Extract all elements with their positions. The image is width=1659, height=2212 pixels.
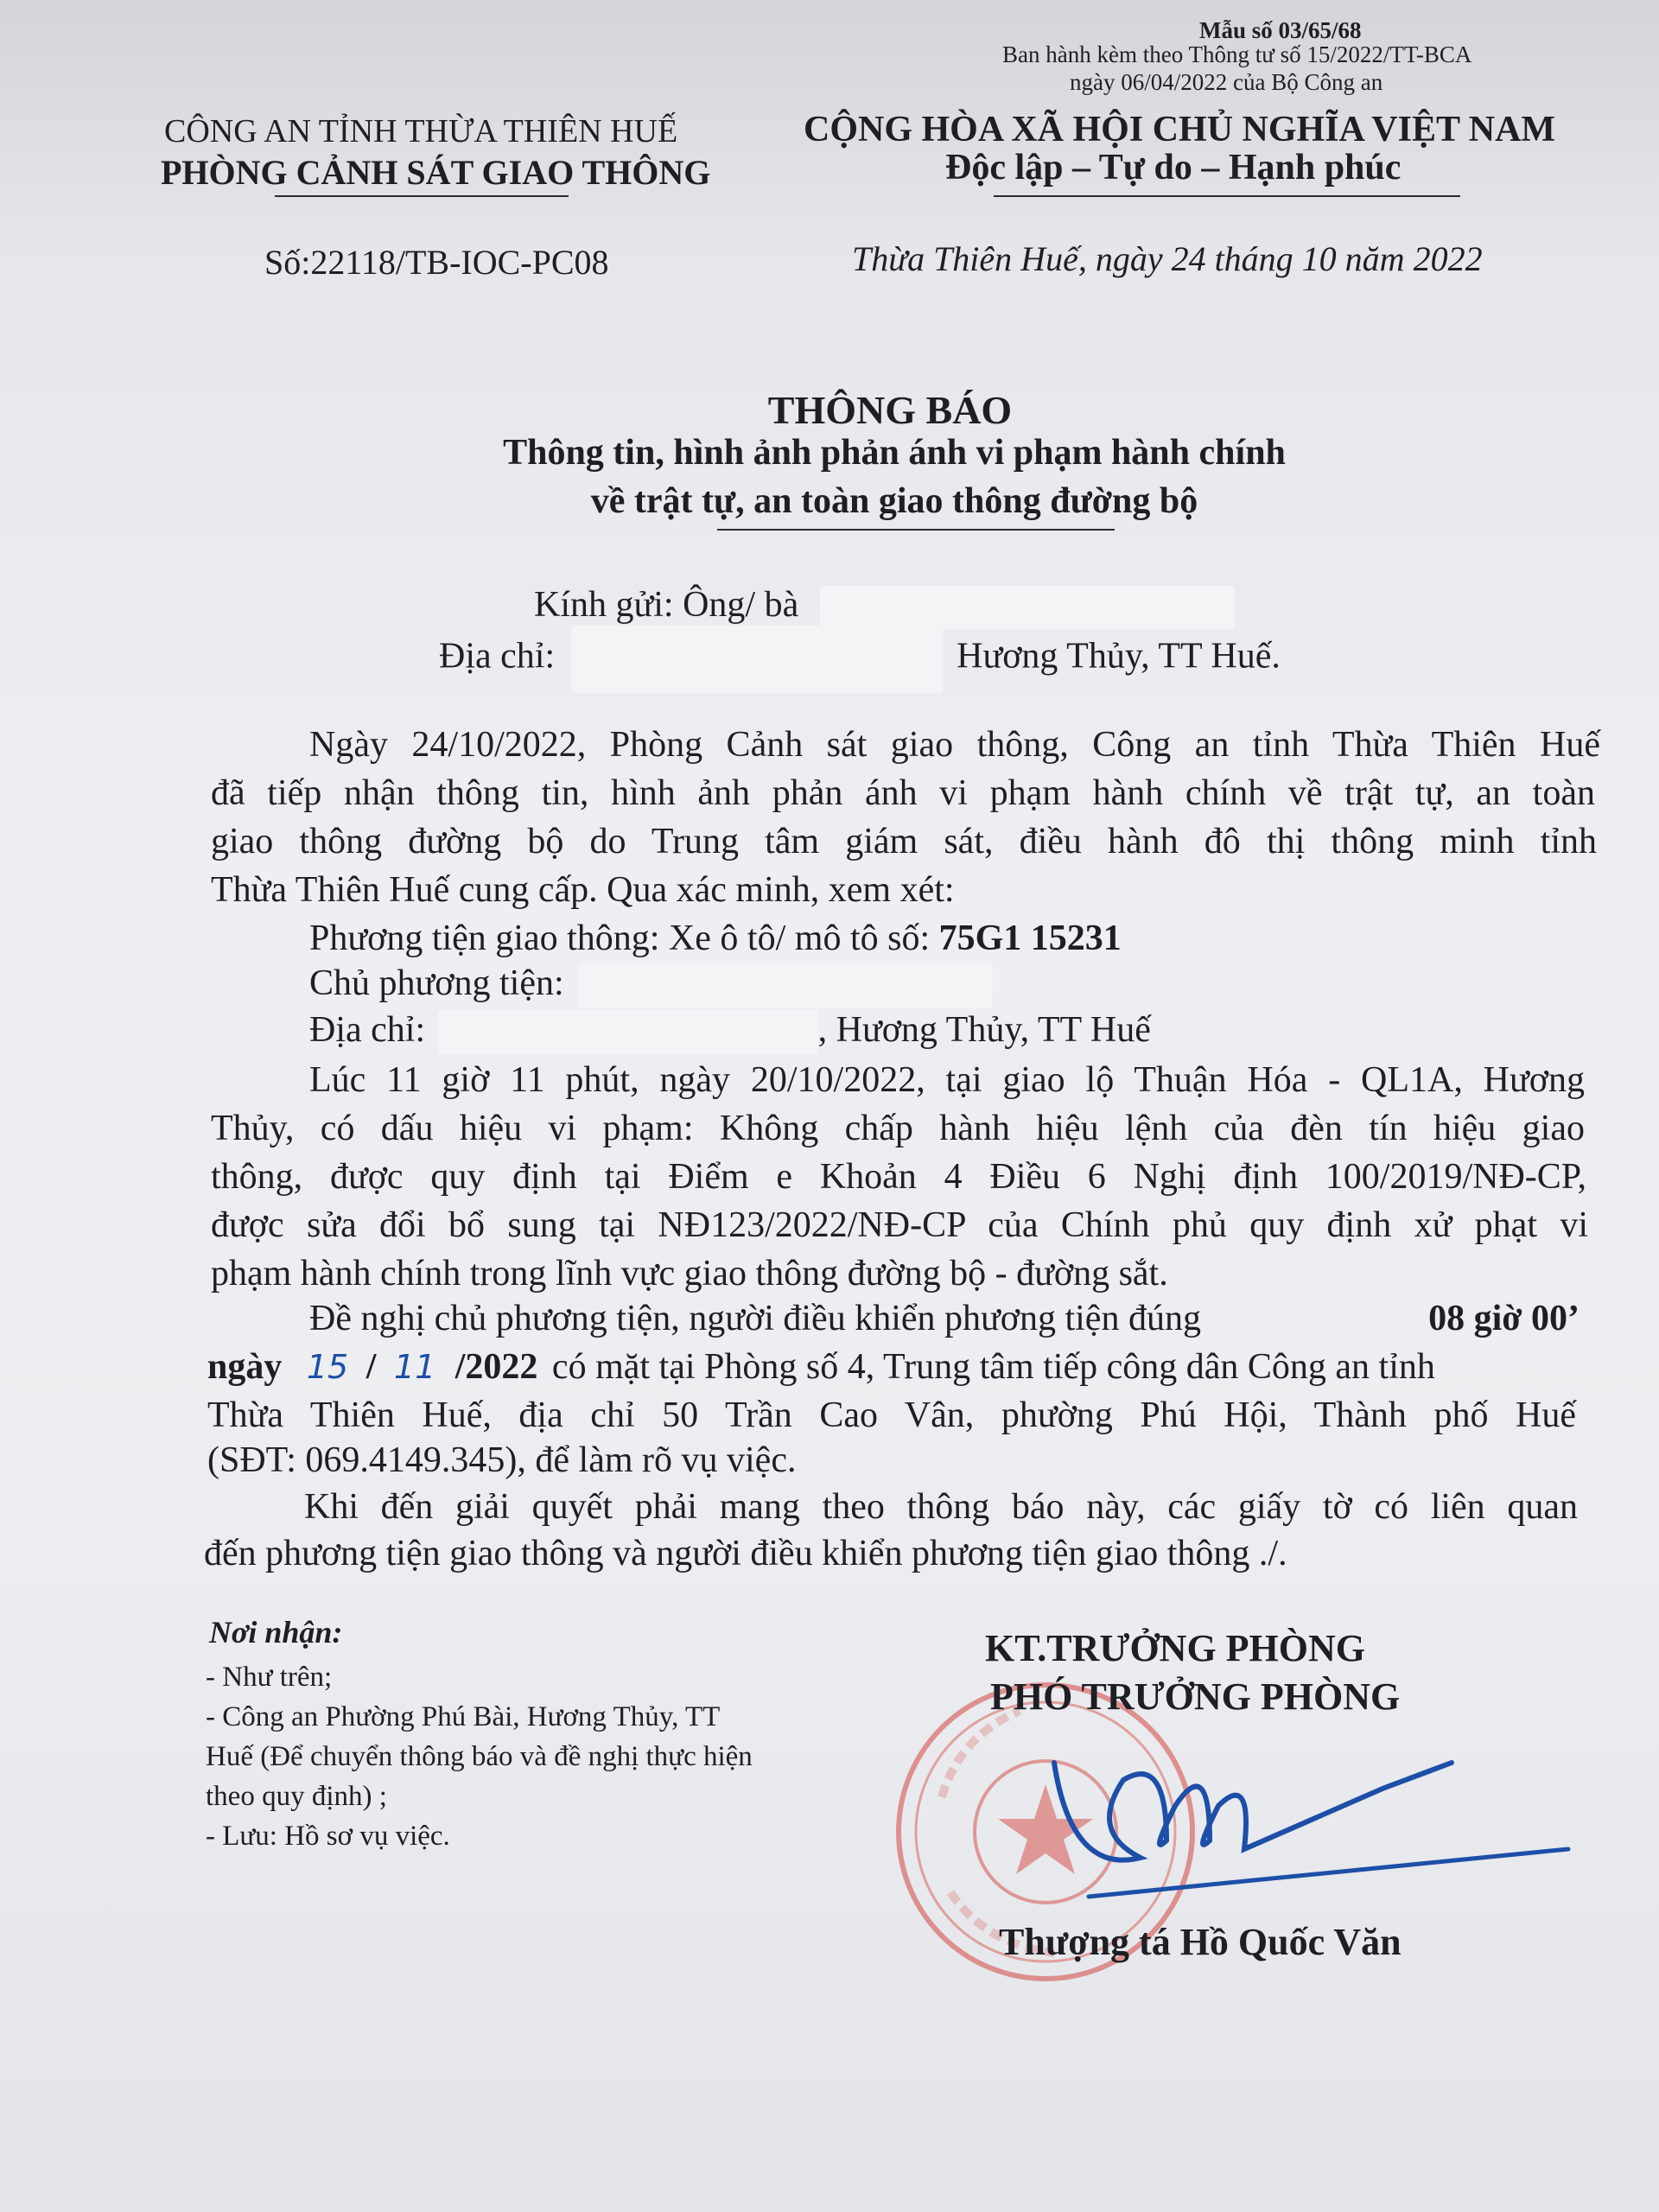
p3-line-4: (SĐT: 069.4149.345), để làm rõ vụ việc.: [207, 1440, 797, 1480]
agency-underline: [275, 195, 569, 197]
p2-line-4: được sửa đổi bổ sung tại NĐ123/2022/NĐ-CP của Chính phủ quy định xử phạt vi: [211, 1205, 1588, 1245]
p2-line-1: Lúc 11 giờ 11 phút, ngày 20/10/2022, tại giao lộ Thuận Hóa - QL1A, Hương: [309, 1060, 1585, 1100]
recipients-list: [206, 1657, 753, 1856]
p1-line-3: giao thông đường bộ do Trung tâm giám sát, điều hành đô thị thông minh tỉnh: [211, 822, 1597, 861]
motto-underline: [994, 195, 1460, 197]
motto: Độc lập – Tự do – Hạnh phúc: [945, 148, 1402, 188]
appointment-year: /2022: [454, 1347, 538, 1387]
place-date: Thừa Thiên Huế, ngày 24 tháng 10 năm 2022: [852, 239, 1483, 278]
p3-line-2-rest: có mặt tại Phòng số 4, Trung tâm tiếp công dân Công an tỉnh: [551, 1347, 1435, 1387]
document-number: Số:22118/TB-IOC-PC08: [264, 243, 609, 282]
p3-line-2: [207, 1343, 1435, 1391]
appointment-slash: /: [365, 1347, 377, 1387]
vehicle-line: [309, 914, 1122, 963]
p3-line-1-text: Đề nghị chủ phương tiện, người điều khiển phương tiện đúng: [309, 1299, 1201, 1338]
redacted-recipient-address: [571, 626, 943, 693]
recipients-item: - Công an Phường Phú Bài, Hương Thủy, TT: [206, 1701, 721, 1732]
recipient-address-tail: Hương Thủy, TT Huế.: [957, 636, 1281, 677]
signature-title-2: PHÓ TRƯỞNG PHÒNG: [990, 1675, 1401, 1718]
owner-address-label: Địa chỉ:: [309, 1010, 426, 1050]
owner-address-tail: , Hương Thủy, TT Huế: [817, 1010, 1151, 1050]
p4-line-2: đến phương tiện giao thông và người điều khiển phương tiện giao thông ./.: [204, 1534, 1287, 1573]
p2-line-3: thông, được quy định tại Điểm e Khoản 4 Điều 6 Nghị định 100/2019/NĐ-CP,: [211, 1157, 1586, 1197]
owner-label: Chủ phương tiện:: [309, 963, 564, 1003]
owner-address-line: [309, 1006, 1151, 1055]
form-number: Mẫu số 03/65/68: [1199, 17, 1362, 43]
recipients-item: - Lưu: Hồ sơ vụ việc.: [206, 1821, 450, 1852]
appointment-day-handwritten: 15: [306, 1348, 349, 1386]
form-issued-line2: ngày 06/04/2022 của Bộ Công an: [1070, 69, 1383, 95]
vehicle-label: Phương tiện giao thông: Xe ô tô/ mô tô số:: [309, 918, 931, 958]
notice-subtitle-2: về trật tự, an toàn giao thông đường bộ: [590, 481, 1198, 521]
p2-line-5: phạm hành chính trong lĩnh vực giao thông đường bộ - đường sắt.: [211, 1254, 1168, 1294]
appointment-day-label: ngày: [207, 1347, 283, 1387]
redacted-owner-name: [578, 963, 993, 1008]
p4-line-1: Khi đến giải quyết phải mang theo thông báo này, các giấy tờ có liên quan: [304, 1487, 1578, 1527]
p3-line-1: [309, 1294, 1580, 1343]
republic-title: CỘNG HÒA XÃ HỘI CHỦ NGHĨA VIỆT NAM: [804, 110, 1556, 149]
title-underline: [717, 529, 1115, 531]
redacted-recipient-name: [820, 586, 1235, 629]
agency-line2: PHÒNG CẢNH SÁT GIAO THÔNG: [161, 153, 711, 192]
recipient-line: [534, 581, 1235, 629]
appointment-month-handwritten: 11: [393, 1348, 436, 1386]
recipients-heading: Nơi nhận:: [209, 1615, 343, 1649]
recipient-label: Kính gửi: Ông/ bà: [534, 585, 799, 625]
agency-line1: CÔNG AN TỈNH THỪA THIÊN HUẾ: [164, 113, 678, 149]
p2-line-2: Thủy, có dấu hiệu vi phạm: Không chấp hành hiệu lệnh của đèn tín hiệu giao: [211, 1109, 1585, 1148]
handwritten-signature: [1037, 1728, 1590, 1927]
form-issued-line1: Ban hành kèm theo Thông tư số 15/2022/TT-BCA: [1002, 41, 1472, 67]
recipient-address-line: [439, 626, 1281, 693]
p1-line-2: đã tiếp nhận thông tin, hình ảnh phản ánh vi phạm hành chính về trật tự, an toàn: [211, 773, 1595, 813]
recipients-item: theo quy định) ;: [206, 1781, 387, 1812]
signer-name: Thượng tá Hồ Quốc Văn: [999, 1921, 1402, 1963]
recipients-item: Huế (Để chuyển thông báo và đề nghị thực hiện: [206, 1741, 753, 1772]
notice-subtitle-1: Thông tin, hình ảnh phản ánh vi phạm hành chính: [503, 433, 1286, 473]
recipients-item: - Như trên;: [206, 1662, 333, 1693]
recipient-address-label: Địa chỉ:: [439, 636, 556, 677]
p3-line-3: Thừa Thiên Huế, địa chỉ 50 Trần Cao Vân, phường Phú Hội, Thành phố Huế: [207, 1395, 1576, 1435]
vehicle-plate: 75G1 15231: [938, 918, 1122, 958]
notice-title: THÔNG BÁO: [767, 388, 1013, 432]
signature-title-1: KT.TRƯỞNG PHÒNG: [985, 1627, 1365, 1669]
appointment-time: 08 giờ 00’: [1428, 1299, 1580, 1338]
p1-line-1: Ngày 24/10/2022, Phòng Cảnh sát giao thông, Công an tỉnh Thừa Thiên Huế: [309, 725, 1600, 765]
p1-line-4: Thừa Thiên Huế cung cấp. Qua xác minh, xem xét:: [211, 870, 955, 910]
owner-line: [309, 959, 993, 1008]
redacted-owner-address: [438, 1010, 818, 1055]
